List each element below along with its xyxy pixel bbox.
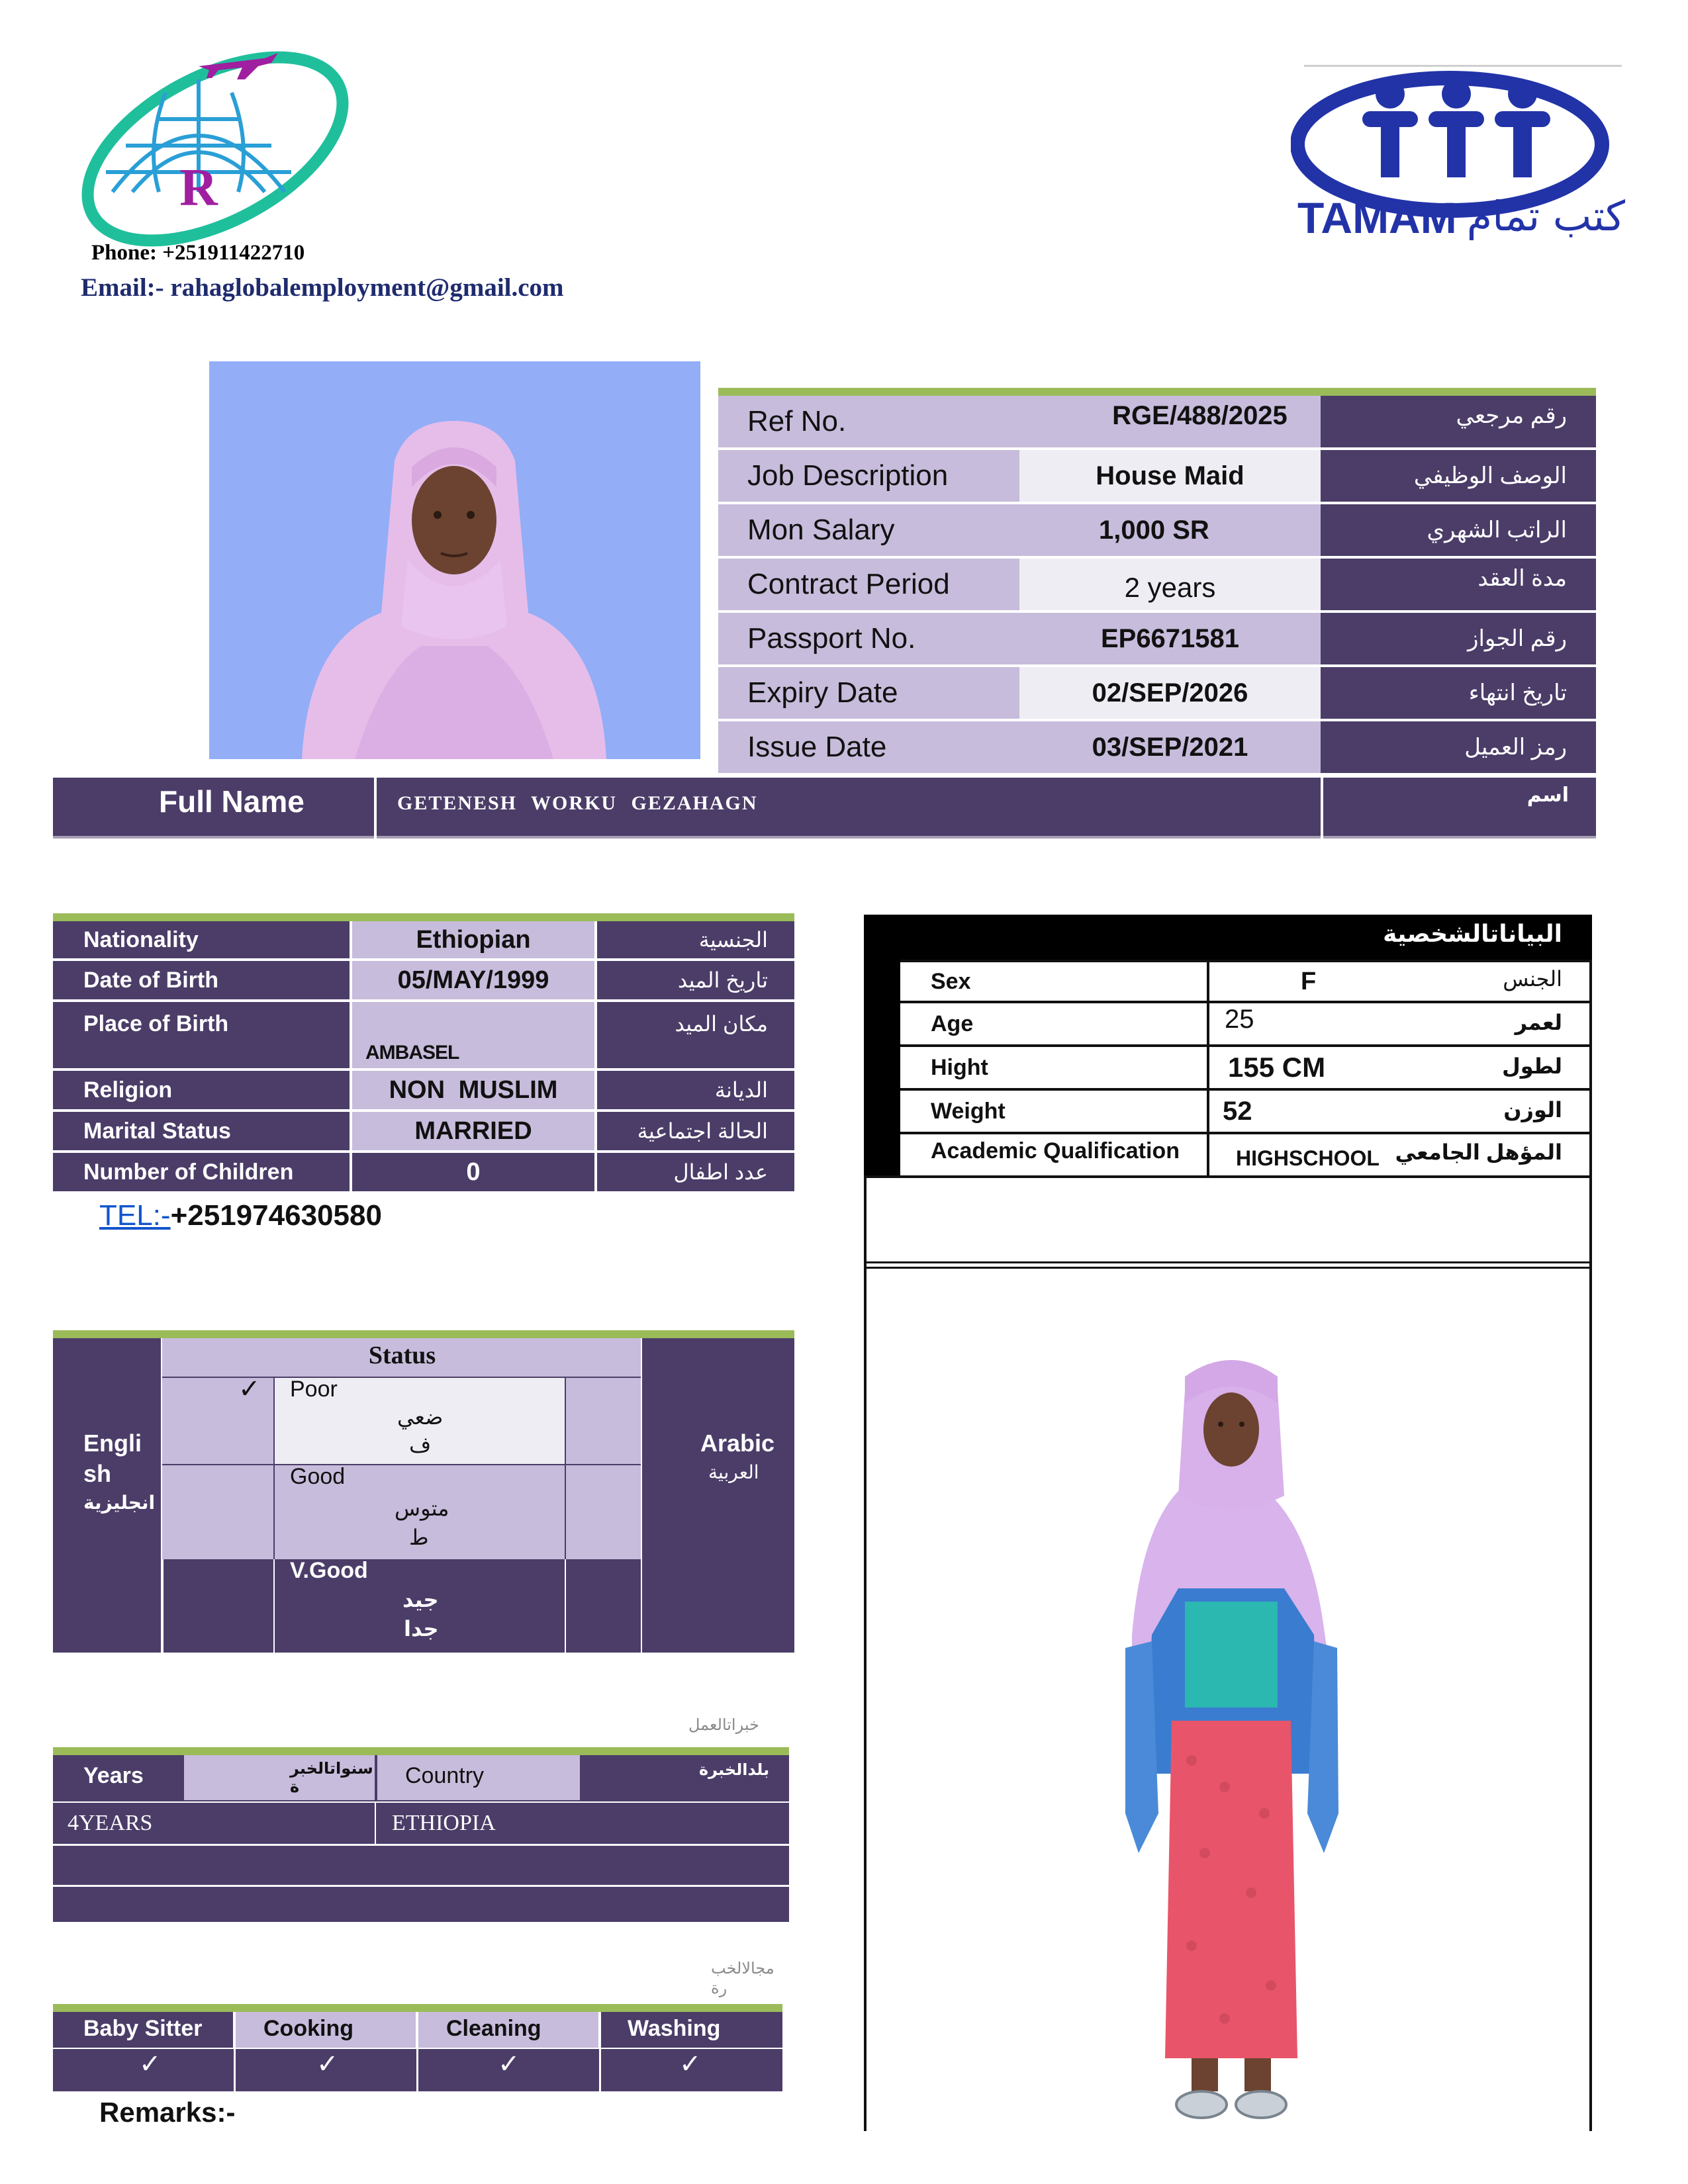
arabic-arabic: العربية: [708, 1462, 759, 1482]
pob-label: Place of Birth: [53, 1002, 351, 1071]
years-arabic-2: ة: [290, 1778, 300, 1796]
level-good-en: Good: [290, 1464, 346, 1489]
level-poor-ar-1: ضعي: [397, 1405, 444, 1429]
email-text: Email:- rahaglobalemployment@gmail.com: [81, 273, 564, 302]
nationality-label: Nationality: [53, 921, 351, 961]
english-poor-check: ✓: [238, 1374, 261, 1404]
marital-value: MARRIED: [351, 1112, 596, 1153]
level-poor-ar-2: ف: [409, 1433, 432, 1457]
religion-value: NON MUSLIM: [351, 1071, 596, 1112]
candidate-portrait-photo: [209, 361, 700, 759]
job-label: Job Description: [718, 450, 1019, 504]
passport-value: EP6671581: [1019, 613, 1321, 667]
skill-washing-check: ✓: [679, 2049, 702, 2079]
full-name-value: GETENESH WORKU GEZAHAGN: [397, 792, 758, 814]
contract-label: Contract Period: [718, 559, 1019, 613]
age-value: 25: [1225, 1005, 1254, 1034]
children-label: Number of Children: [53, 1153, 351, 1194]
skill-baby-sitter-label: Baby Sitter: [83, 2016, 203, 2041]
qualification-label: Academic Qualification: [931, 1138, 1180, 1163]
weight-label: Weight: [931, 1098, 1006, 1124]
job-arabic: الوصف الوظيفي: [1321, 450, 1596, 504]
marital-arabic: الحالة اجتماعية: [596, 1112, 794, 1153]
expiry-label: Expiry Date: [718, 667, 1019, 721]
level-good-ar-1: متوس: [395, 1496, 449, 1520]
ref-label: Ref No.: [718, 396, 1019, 450]
svg-text:TAMAM: TAMAM: [1297, 193, 1457, 242]
height-arabic: لطول: [1501, 1054, 1562, 1078]
phone-text: Phone: +251911422710: [91, 241, 305, 265]
level-vgood-ar-1: جيد: [402, 1588, 439, 1612]
experience-country-value: ETHIOPIA: [392, 1811, 496, 1835]
contract-value: 2 years: [1019, 559, 1321, 613]
svg-text:R: R: [179, 159, 218, 217]
partner-logo: [1291, 60, 1635, 245]
passport-arabic: رقم الجواز: [1321, 613, 1596, 667]
tel-value: +251974630580: [170, 1199, 382, 1232]
skill-baby-sitter-check: ✓: [139, 2049, 162, 2079]
issue-arabic: رمز العميل: [1321, 721, 1596, 776]
qualification-arabic: المؤهل الجامعي: [1395, 1140, 1562, 1164]
religion-arabic: الديانة: [596, 1071, 794, 1112]
personal-data-heading: البياناتالشخصية: [1383, 920, 1562, 947]
children-value: 0: [351, 1153, 596, 1194]
issue-value: 03/SEP/2021: [1019, 721, 1321, 776]
status-header: Status: [368, 1342, 436, 1369]
marital-label: Marital Status: [53, 1112, 351, 1153]
ref-arabic: رقم مرجعي: [1321, 396, 1596, 450]
dob-label: Date of Birth: [53, 961, 351, 1002]
salary-label: Mon Salary: [718, 504, 1019, 559]
tel-line: [99, 1199, 382, 1232]
ref-value: RGE/488/2025: [1019, 396, 1321, 450]
height-label: Hight: [931, 1054, 988, 1080]
children-arabic: عدد اطفال: [596, 1153, 794, 1194]
passport-label: Passport No.: [718, 613, 1019, 667]
experience-caption: خبراتالعمل: [688, 1716, 759, 1734]
english-label-1: Engli: [83, 1430, 142, 1457]
english-label-2: sh: [83, 1460, 112, 1487]
nationality-arabic: الجنسية: [596, 921, 794, 961]
weight-arabic: الوزن: [1503, 1098, 1562, 1122]
sex-value: F: [1301, 967, 1317, 995]
full-name-arabic: اسم: [1526, 784, 1569, 806]
religion-label: Religion: [53, 1071, 351, 1112]
experience-years-value: 4YEARS: [68, 1811, 153, 1835]
sex-label: Sex: [931, 968, 971, 994]
level-vgood-en: V.Good: [290, 1558, 368, 1583]
contract-arabic: مدة العقد: [1321, 559, 1596, 613]
candidate-full-body-photo: [1086, 1350, 1377, 2124]
country-label: Country: [405, 1763, 485, 1788]
level-vgood-ar-2: جدا: [404, 1617, 439, 1641]
agency-logo: [66, 40, 364, 251]
level-good-ar-2: ط: [409, 1525, 429, 1549]
dob-value: 05/MAY/1999: [351, 961, 596, 1002]
svg-text:كتب تمام: كتب تمام: [1466, 192, 1625, 240]
dob-arabic: تاريخ الميد: [596, 961, 794, 1002]
qualification-value: HIGHSCHOOL: [1236, 1146, 1380, 1170]
expiry-arabic: تاريخ انتهاء: [1321, 667, 1596, 721]
issue-label: Issue Date: [718, 721, 1019, 776]
tel-link[interactable]: TEL:-: [99, 1199, 171, 1232]
job-value: House Maid: [1019, 450, 1321, 504]
remarks-label: Remarks:-: [99, 2097, 236, 2128]
salary-value: 1,000 SR: [1019, 504, 1321, 559]
pob-value: AMBASEL: [351, 1002, 596, 1071]
skill-cleaning-label: Cleaning: [446, 2016, 541, 2041]
skill-cooking-check: ✓: [316, 2049, 339, 2079]
arabic-label: Arabic: [700, 1430, 775, 1457]
expiry-value: 02/SEP/2026: [1019, 667, 1321, 721]
years-arabic-1: سنواتالخبر: [290, 1760, 373, 1778]
level-poor-en: Poor: [290, 1377, 338, 1402]
skills-caption-1: مجالالخب: [711, 1960, 774, 1978]
nationality-value: Ethiopian: [351, 921, 596, 961]
age-label: Age: [931, 1011, 974, 1036]
sex-arabic: الجنس: [1503, 967, 1562, 991]
age-arabic: لعمر: [1515, 1011, 1562, 1034]
skills-caption-2: رة: [711, 1979, 727, 1997]
full-name-label: Full Name: [159, 784, 305, 819]
english-arabic: انجليزية: [83, 1492, 156, 1513]
pob-arabic: مكان الميد: [596, 1002, 794, 1071]
salary-arabic: الراتب الشهري: [1321, 504, 1596, 559]
country-arabic: بلدالخبرة: [699, 1761, 770, 1779]
years-label: Years: [83, 1763, 144, 1788]
skill-cooking-label: Cooking: [263, 2016, 353, 2041]
weight-value: 52: [1223, 1096, 1252, 1126]
height-value: 155 CM: [1228, 1052, 1326, 1083]
skill-washing-label: Washing: [628, 2016, 721, 2041]
skill-cleaning-check: ✓: [498, 2049, 520, 2079]
